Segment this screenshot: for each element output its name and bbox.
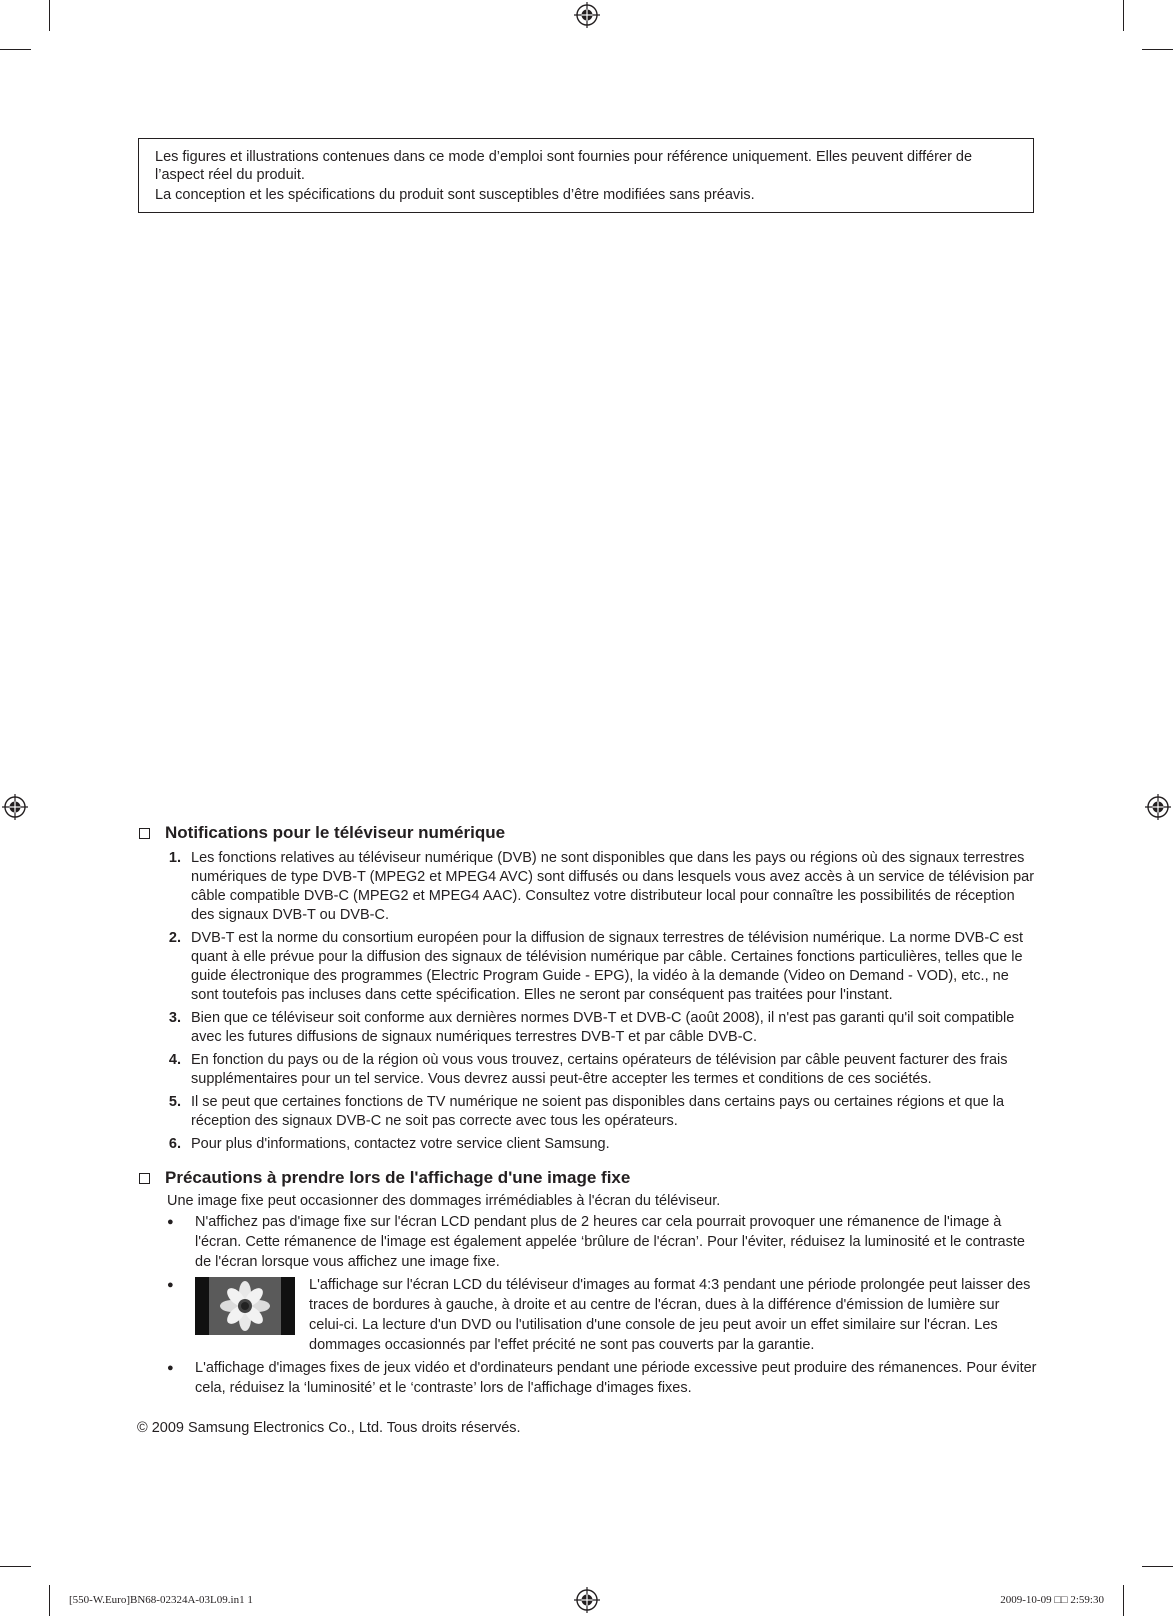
list-item bbox=[137, 849, 1037, 925]
item-number: 2. bbox=[168, 930, 181, 946]
section-title-text: Notifications pour le téléviseur numérique bbox=[165, 823, 506, 842]
tv-flower-illustration bbox=[195, 1277, 295, 1335]
registration-mark-icon bbox=[1145, 794, 1171, 820]
list-item bbox=[137, 1051, 1037, 1089]
list-item bbox=[137, 1009, 1037, 1047]
item-text: L'affichage d'images fixes de jeux vidéo et d'ordinateurs pendant une période excessive peut produire des rémanences. Pour éviter cela, réduisez la ‘luminosité’ et le ‘contraste’ lors de l'affichage d'images fixes. bbox=[195, 1360, 1037, 1396]
crop-mark-bottom-right-vertical bbox=[1123, 1585, 1124, 1616]
item-text: Pour plus d'informations, contactez votre service client Samsung. bbox=[191, 1136, 610, 1152]
print-slug-left: [550-W.Euro]BN68-02324A-03L09.in1 1 bbox=[69, 1594, 253, 1606]
crop-mark-bottom-left-horizontal bbox=[0, 1566, 31, 1567]
item-text: Il se peut que certaines fonctions de TV numérique ne soient pas disponibles dans certains pays ou certaines régions et que la réception des signaux DVB-C ne soit pas correcte avec tous les opérateurs. bbox=[191, 1094, 1005, 1129]
disclaimer-box bbox=[138, 138, 1034, 213]
disclaimer-line: Les figures et illustrations contenues dans ce mode d’emploi sont fournies pour référence uniquement. Elles peuvent différer de l’aspect réel du produit. bbox=[155, 149, 973, 183]
crop-mark-top-right-horizontal bbox=[1142, 49, 1173, 50]
list-item bbox=[137, 1358, 1037, 1398]
list-item bbox=[137, 1135, 1037, 1154]
item-text: En fonction du pays ou de la région où vous vous trouvez, certains opérateurs de télévision par câble peuvent facturer des frais supplémentaires pour un tel service. Vous devrez aussi peut-être accepter les termes et conditions de ces sociétés. bbox=[191, 1052, 1008, 1087]
square-bullet-icon bbox=[139, 828, 150, 839]
crop-mark-bottom-left-vertical bbox=[49, 1585, 50, 1616]
section-heading bbox=[137, 822, 1037, 844]
registration-mark-icon bbox=[574, 2, 600, 28]
item-text: L'affichage sur l'écran LCD du téléviseur d'images au format 4:3 pendant une période prolongée peut laisser des traces de bordures à gauche, à droite et au centre de l'écran, dues à la différence d'émission de lumière sur celui-ci. La lecture d'un DVD ou l'utilisation d'une console de jeu peut avoir un effet similaire sur l'écran. Les dommages occasionnés par l'effet précité ne sont pas couverts par la garantie. bbox=[309, 1277, 1031, 1353]
list-item bbox=[137, 929, 1037, 1005]
round-bullet-icon: ● bbox=[167, 1362, 174, 1374]
numbered-list bbox=[137, 849, 1037, 1154]
square-bullet-icon bbox=[139, 1173, 150, 1184]
crop-mark-top-left-vertical bbox=[49, 0, 50, 31]
round-bullet-icon: ● bbox=[167, 1216, 174, 1228]
registration-mark-icon bbox=[574, 1587, 600, 1613]
item-number: 3. bbox=[168, 1010, 181, 1026]
section-heading bbox=[137, 1167, 1037, 1189]
digital-tv-notice-section bbox=[137, 822, 1037, 1154]
round-bullet-icon: ● bbox=[167, 1279, 174, 1291]
section-title-text: Précautions à prendre lors de l'affichage d'une image fixe bbox=[165, 1168, 631, 1187]
list-item bbox=[137, 1212, 1037, 1272]
item-number: 5. bbox=[168, 1094, 181, 1110]
crop-mark-top-left-horizontal bbox=[0, 49, 31, 50]
bullet-list bbox=[137, 1212, 1037, 1398]
item-text: N'affichez pas d'image fixe sur l'écran LCD pendant plus de 2 heures car cela pourrait provoquer une rémanence de l'image à l'écran. Cette rémanence de l'image est également appelée ‘brûlure de l'écran’. Pour l'éviter, réduisez la luminosité et le contraste de l'écran lorsque vous affichez une image fixe. bbox=[195, 1214, 1025, 1270]
item-text: Bien que ce téléviseur soit conforme aux dernières normes DVB-T et DVB-C (août 2008), il n'est pas garanti qu'il soit compatible avec les futures diffusions de signaux numériques terrestres DVB-T et par câble DVB-C. bbox=[191, 1010, 1015, 1045]
item-number: 4. bbox=[168, 1052, 181, 1068]
item-text: Les fonctions relatives au téléviseur numérique (DVB) ne sont disponibles que dans les pays ou régions où des signaux terrestres numériques de type DVB-T (MPEG2 et MPEG4 AVC) sont diffusés ou dans lesquels vous avez accès à un service de télévision par câble compatible DVB-C (MPEG2 et MPEG4 AAC). Consultez votre distributeur local pour connaître les possibilités de réception des signaux DVB-T ou DVB-C. bbox=[191, 850, 1035, 923]
main-content bbox=[137, 822, 1037, 1438]
still-image-precautions-section bbox=[137, 1167, 1037, 1398]
item-text: DVB-T est la norme du consortium européen pour la diffusion de signaux terrestres de télévision numérique. La norme DVB-C est quant à elle prévue pour la diffusion des signaux de télévision numérique par câble. Certaines fonctions particulières, telles que le guide électronique des programmes (Electric Program Guide - EPG), la vidéo à la demande (Video on Demand - VOD), etc., ne sont toutefois pas incluses dans cette spécification. Elles ne seront par conséquent pas traitées pour l'instant. bbox=[191, 930, 1024, 1003]
item-number: 6. bbox=[168, 1136, 181, 1152]
list-item bbox=[137, 1093, 1037, 1131]
registration-mark-icon bbox=[2, 794, 28, 820]
crop-mark-top-right-vertical bbox=[1123, 0, 1124, 31]
copyright-notice: © 2009 Samsung Electronics Co., Ltd. Tous droits réservés. bbox=[137, 1420, 521, 1436]
section-intro: Une image fixe peut occasionner des dommages irrémédiables à l'écran du téléviseur. bbox=[167, 1193, 721, 1209]
crop-mark-bottom-right-horizontal bbox=[1142, 1566, 1173, 1567]
disclaimer-line: La conception et les spécifications du produit sont susceptibles d’être modifiées sans préavis. bbox=[155, 187, 755, 203]
item-number: 1. bbox=[168, 850, 181, 866]
print-slug-right: 2009-10-09 □□ 2:59:30 bbox=[1000, 1594, 1104, 1606]
list-item bbox=[137, 1275, 1037, 1355]
